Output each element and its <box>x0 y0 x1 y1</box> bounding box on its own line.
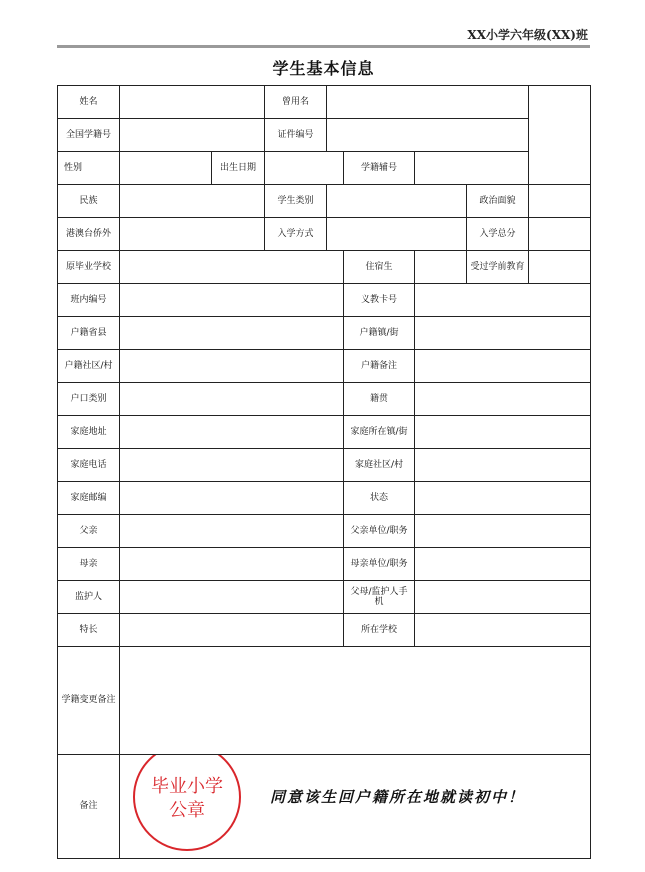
value-home-town-street[interactable] <box>415 416 591 449</box>
label-hukou-province-county: 户籍省县 <box>58 317 120 350</box>
value-former-name[interactable] <box>327 86 529 119</box>
value-student-category[interactable] <box>327 185 467 218</box>
label-guardian: 监护人 <box>58 581 120 614</box>
label-class-number: 班内编号 <box>58 284 120 317</box>
value-hukou-notes[interactable] <box>415 350 591 383</box>
label-native-place: 籍贯 <box>344 383 415 416</box>
label-enrollment-change-notes: 学籍变更备注 <box>58 647 120 755</box>
class-tag: XX小学六年级(XX)班 <box>467 28 588 42</box>
value-enrollment-change-notes[interactable] <box>120 647 591 755</box>
table-row <box>58 251 591 284</box>
label-current-school: 所在学校 <box>344 614 415 647</box>
table-row <box>58 350 591 383</box>
value-aux-student-id[interactable] <box>415 152 529 185</box>
value-mother[interactable] <box>120 548 344 581</box>
label-status: 状态 <box>344 482 415 515</box>
value-guardian[interactable] <box>120 581 344 614</box>
label-home-address: 家庭地址 <box>58 416 120 449</box>
label-father-employer: 父亲单位/职务 <box>344 515 415 548</box>
table-row <box>58 548 591 581</box>
label-admission-method: 入学方式 <box>265 218 327 251</box>
photo-box[interactable] <box>529 86 591 185</box>
label-overseas-chinese: 港澳台侨外 <box>58 218 120 251</box>
table-row <box>58 581 591 614</box>
label-former-name: 曾用名 <box>265 86 327 119</box>
table-row <box>58 119 591 152</box>
label-home-community-village: 家庭社区/村 <box>344 449 415 482</box>
label-father: 父亲 <box>58 515 120 548</box>
label-id-number: 证件编号 <box>265 119 327 152</box>
value-national-student-id[interactable] <box>120 119 265 152</box>
value-mother-employer[interactable] <box>415 548 591 581</box>
table-row <box>58 614 591 647</box>
value-boarding[interactable] <box>415 251 467 284</box>
value-gender[interactable] <box>120 152 212 185</box>
value-ethnicity[interactable] <box>120 185 265 218</box>
label-ethnicity: 民族 <box>58 185 120 218</box>
value-admission-method[interactable] <box>327 218 467 251</box>
value-home-postcode[interactable] <box>120 482 344 515</box>
label-home-town-street: 家庭所在镇/街 <box>344 416 415 449</box>
value-previous-school[interactable] <box>120 251 344 284</box>
table-row <box>58 515 591 548</box>
label-birth-date: 出生日期 <box>212 152 265 185</box>
label-guardian-phone: 父母/监护人手机 <box>344 581 415 614</box>
label-remarks: 备注 <box>58 755 120 859</box>
label-hukou-town-street: 户籍镇/街 <box>344 317 415 350</box>
table-row <box>58 86 591 119</box>
school-seal-stamp <box>132 755 242 853</box>
value-father-employer[interactable] <box>415 515 591 548</box>
value-home-address[interactable] <box>120 416 344 449</box>
value-class-number[interactable] <box>120 284 344 317</box>
table-row <box>58 218 591 251</box>
table-row <box>58 482 591 515</box>
label-mother: 母亲 <box>58 548 120 581</box>
table-row <box>58 317 591 350</box>
table-row <box>58 449 591 482</box>
table-row <box>58 647 591 755</box>
label-specialty: 特长 <box>58 614 120 647</box>
label-student-category: 学生类别 <box>265 185 327 218</box>
label-mother-employer: 母亲单位/职务 <box>344 548 415 581</box>
label-national-student-id: 全国学籍号 <box>58 119 120 152</box>
label-home-phone: 家庭电话 <box>58 449 120 482</box>
value-hukou-community-village[interactable] <box>120 350 344 383</box>
value-preschool[interactable] <box>529 251 591 284</box>
page-title: 学生基本信息 <box>272 59 375 78</box>
label-hukou-type: 户口类别 <box>58 383 120 416</box>
label-hukou-community-village: 户籍社区/村 <box>58 350 120 383</box>
value-compulsory-card[interactable] <box>415 284 591 317</box>
label-preschool: 受过学前教育 <box>467 251 529 284</box>
table-row <box>58 383 591 416</box>
stamp-line-1: 毕业小学 <box>151 776 223 797</box>
value-overseas-chinese[interactable] <box>120 218 265 251</box>
value-admission-score[interactable] <box>529 218 591 251</box>
value-hukou-type[interactable] <box>120 383 344 416</box>
value-home-phone[interactable] <box>120 449 344 482</box>
handwritten-remark: 同意该生回户籍所在地就读初中！ <box>270 788 526 806</box>
label-previous-school: 原毕业学校 <box>58 251 120 284</box>
label-political-status: 政治面貌 <box>467 185 529 218</box>
table-row <box>58 755 591 859</box>
value-home-community-village[interactable] <box>415 449 591 482</box>
label-admission-score: 入学总分 <box>467 218 529 251</box>
label-name: 姓名 <box>58 86 120 119</box>
label-home-postcode: 家庭邮编 <box>58 482 120 515</box>
header-divider <box>57 45 590 48</box>
value-id-number[interactable] <box>327 119 529 152</box>
table-row <box>58 152 591 185</box>
value-native-place[interactable] <box>415 383 591 416</box>
label-gender: 性别 <box>58 152 120 185</box>
value-hukou-town-street[interactable] <box>415 317 591 350</box>
label-aux-student-id: 学籍辅号 <box>344 152 415 185</box>
value-current-school[interactable] <box>415 614 591 647</box>
label-boarding: 住宿生 <box>344 251 415 284</box>
value-specialty[interactable] <box>120 614 344 647</box>
value-political-status[interactable] <box>529 185 591 218</box>
table-row <box>58 185 591 218</box>
table-row <box>58 284 591 317</box>
value-remarks[interactable] <box>120 755 591 859</box>
value-name[interactable] <box>120 86 265 119</box>
label-hukou-notes: 户籍备注 <box>344 350 415 383</box>
stamp-line-2: 公章 <box>169 800 205 821</box>
value-status[interactable] <box>415 482 591 515</box>
student-info-form <box>57 85 591 859</box>
table-row <box>58 416 591 449</box>
label-compulsory-card: 义教卡号 <box>344 284 415 317</box>
value-birth-date[interactable] <box>265 152 344 185</box>
value-hukou-province-county[interactable] <box>120 317 344 350</box>
value-father[interactable] <box>120 515 344 548</box>
value-guardian-phone[interactable] <box>415 581 591 614</box>
